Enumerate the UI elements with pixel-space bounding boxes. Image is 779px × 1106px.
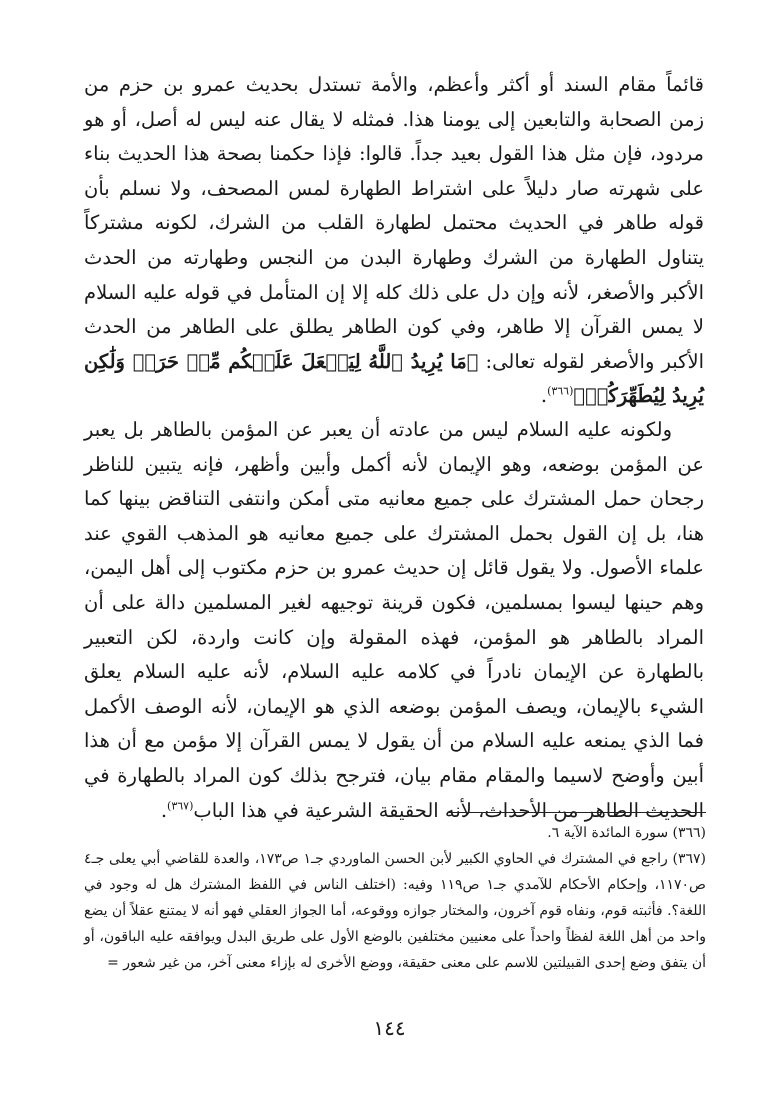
- paragraph-2-end: .: [160, 798, 168, 822]
- footnote-366: [84, 820, 706, 846]
- footnote-text: سورة المائدة الآية ٦.: [547, 825, 669, 841]
- paragraph-1-text: قائماً مقام السند أو أكثر وأعظم، والأمة تستدل بحديث عمرو بن حزم من زمن الصحابة والتابعين إلى يومنا هذا. فمثله لا يقال عنه ليس له أصل، أو هو مردود، فإن مثل هذا القول بعيد جداً. قالوا: فإذا حكمنا بصحة هذا الحديث بناء على شهرته صار دليلاً على اشتراط الطهارة لمس المصحف، ولا نسلم بأن قوله طاهر في الحديث محتمل لطهارة القلب من الشرك، لكونه مشتركاً يتناول الطهارة من الشرك وطهارة البدن من النجس وطهارته من الحدث الأكبر والأصغر، لأنه وإن دل على ذلك كله إلا إن المتأمل في قوله عليه السلام لا يمس القرآن إلا طاهر، وفي كون الطاهر يطلق على الطاهر من الحدث الأكبر والأصغر لقوله تعالى:: [84, 73, 704, 373]
- footnote-divider: [448, 812, 706, 813]
- footnote-367: [84, 846, 706, 976]
- paragraph-1-end: .: [540, 384, 548, 408]
- footnote-number: (٣٦٦): [672, 825, 706, 841]
- paragraph-1: [84, 68, 704, 414]
- footnotes: [84, 820, 706, 976]
- footnote-text: راجع في المشترك في الحاوي الكبير لأبن الحسن الماوردي جـ١ ص١٧٣، والعدة للقاضي أبي يعلى جـ٤ ص١١٧٠، وإحكام الأحكام للآمدي جـ١ ص١١٩ وفيه: (اختلف الناس في اللفظ المشترك هل له وجود في اللغة؟. فأثبته قوم، ونفاه قوم آخرون، والمختار جوازه ووقوعه، أما الجواز العقلي فهو أنه لا يمتنع عقلاً أن يضع واحد من أهل اللغة لفظاً واحداً على معنيين مختلفين بالوضع الأول على طريق البدل ويوافقه عليه الباقون، أو أن يتفق وضع إحدى القبيلتين للاسم على معنى حقيقة، ووضع الأخرى له بإزاء معنى آخر، من غير شعور =: [84, 851, 706, 971]
- footnote-number: (٣٦٧): [672, 851, 707, 867]
- footnote-ref-367: (٣٦٧): [167, 799, 194, 813]
- footnote-ref-366: (٣٦٦): [547, 384, 574, 398]
- quran-verse: ﴿مَا يُرِيدُ ٱللَّهُ لِيَجۡعَلَ عَلَيۡكُم مِّنۡ حَرَجٖ وَلَٰكِن يُرِيدُ لِيُطَهِّرَكُمۡ﴾: [84, 349, 704, 408]
- paragraph-2: [84, 413, 704, 828]
- paragraph-2-text: ولكونه عليه السلام ليس من عادته أن يعبر عن المؤمن بالطاهر بل يعبر عن المؤمن بوضعه، وهو الإيمان لأنه أكمل وأبين وأظهر، فإنه يتبين للناظر رجحان حمل المشترك على جميع معانيه متى أمكن وانتفى التناقض بينها كما هنا، بل إن القول بحمل المشترك على جميع معانيه هو المذهب القوي عند علماء الأصول. ولا يقول قائل إن حديث عمرو بن حزم مكتوب إلى أهل اليمن، وهم حينها ليسوا بمسلمين، فكون قرينة توجيهه لغير المسلمين دالة على أن المراد بالطاهر هو المؤمن، فهذه المقولة وإن كانت واردة، لكن التعبير بالطهارة عن الإيمان نادراً في كلامه عليه السلام، لأنه عليه السلام يعلق الشيء بالإيمان، ويصف المؤمن بوضعه الذي هو الإيمان، لأنه الوصف الأكمل فما الذي يمنعه عليه السلام من أن يقول لا يمس القرآن إلا مؤمن مع أن هذا أبين وأوضح لاسيما والمقام مقام بيان، فترجح بذلك كون المراد بالطهارة في الحديث الطاهر من الأحداث، لأنه الحقيقة الشرعية في هذا الباب: [84, 418, 704, 822]
- page-number: ١٤٤: [373, 1016, 406, 1040]
